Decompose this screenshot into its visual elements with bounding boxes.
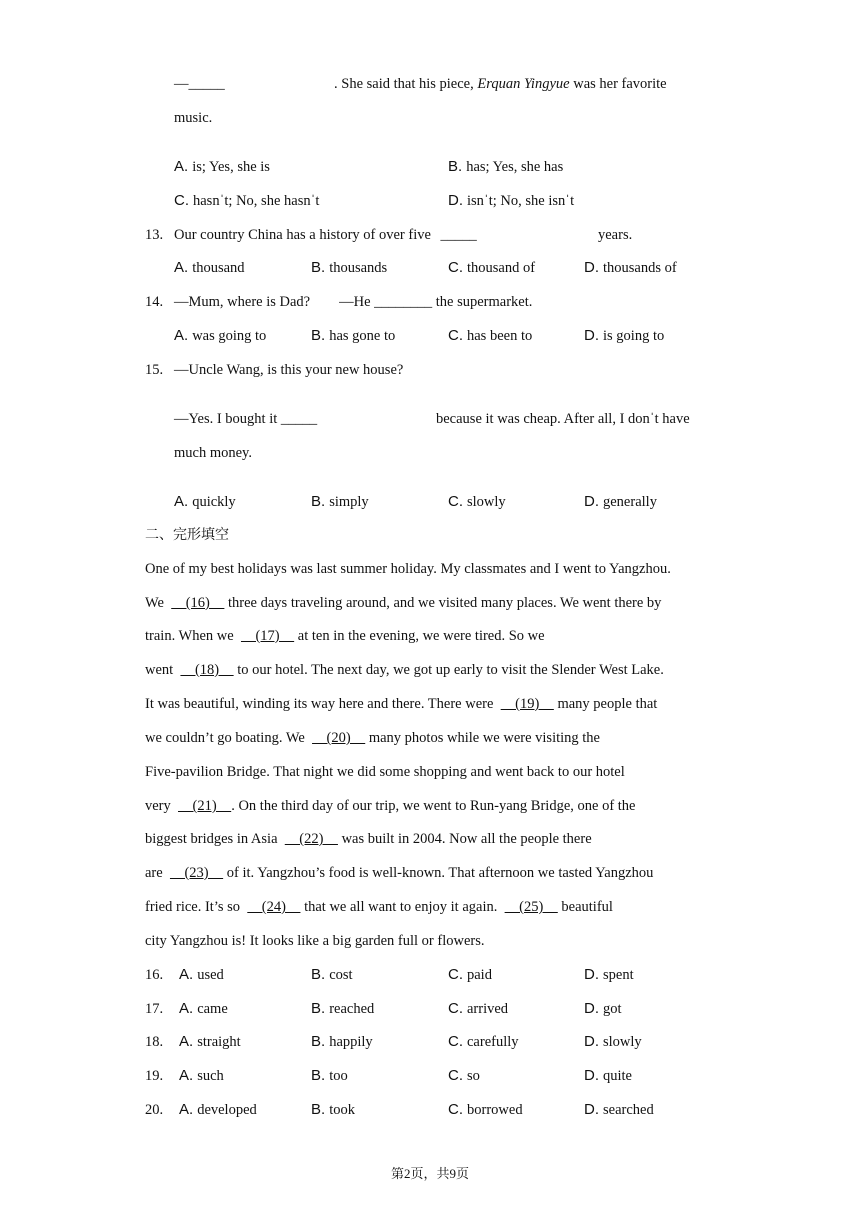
q16-option-c[interactable]: C. paid [448,966,492,983]
blank-23: (23) [169,865,224,881]
q17-option-c[interactable]: C. arrived [448,1000,509,1017]
q19-option-c[interactable]: C. so [448,1067,480,1084]
q15-option-c[interactable]: C. slowly [448,493,506,510]
q12-title-italic: Erquan Yingyue [477,76,570,92]
q20-option-a[interactable]: A. developed [179,1101,257,1118]
blank-22: (22) [284,831,338,847]
q12-option-a[interactable]: A. is; Yes, she is [174,158,270,175]
q16-number: 16. [145,967,164,983]
q16-option-d[interactable]: D. spent [584,966,634,983]
q13-blank: _____ [440,227,477,243]
q20-option-c[interactable]: C. borrowed [448,1101,523,1118]
blank-16: (16) [171,595,225,611]
q18-option-b[interactable]: B. happily [311,1033,373,1050]
q16-option-a[interactable]: A. used [179,966,224,983]
q15-stem-line2: —Yes. I bought it _____ [174,411,318,427]
q13-stem: Our country China has a history of over five _____ [174,227,477,243]
q17-option-a[interactable]: A. came [179,1000,228,1017]
q16-option-b[interactable]: B. cost [311,966,353,983]
page-footer: 第2页，共9页 [390,1166,469,1181]
q19-option-b[interactable]: B. too [311,1067,348,1084]
q15-number: 15. [145,362,164,378]
blank-17: (17) [240,628,295,644]
passage-line-8: very (21) . On the third day of our trip, we went to Run-yang Bridge, one of the [145,798,636,814]
passage-line-2: We (16) three days traveling around, and we visited many places. We went there by [145,595,662,611]
q12-stem-line1-rest: . She said that his piece, Erquan Yingyue was her favorite [334,76,667,92]
q12-stem-line1 [174,75,225,93]
blank-20: (20) [312,730,366,746]
q18-option-d[interactable]: D. slowly [584,1033,642,1050]
q18-number: 18. [145,1034,164,1050]
passage-line-5: It was beautiful, winding its way here and there. There were (19) many people that [145,696,658,712]
passage-line-9: biggest bridges in Asia (22) was built in 2004. Now all the people there [145,831,592,847]
blank-24: (24) [247,899,301,915]
passage-line-3: train. When we (17) at ten in the evening, we were tired. So we [145,628,545,644]
q15-option-d[interactable]: D. generally [584,493,657,510]
q15-option-a[interactable]: A. quickly [174,493,236,510]
q18-option-a[interactable]: A. straight [179,1033,241,1050]
q17-option-b[interactable]: B. reached [311,1000,375,1017]
q13-option-c[interactable]: C. thousand of [448,259,536,276]
q14-number: 14. [145,294,164,310]
passage-line-11: fried rice. It’s so (24) that we all want to enjoy it again. (25) beautiful [145,899,613,915]
blank-19: (19) [500,696,554,712]
passage-line-1: One of my best holidays was last summer holiday. My classmates and I went to Yangzhou. [145,561,671,577]
q12-blank: —_____ [174,76,225,92]
q20-option-d[interactable]: D. searched [584,1101,654,1118]
q13-stem-end: years. [598,227,633,243]
q15-stem-line2-rest: because it was cheap. After all, I donˈt have [436,411,690,427]
q15-stem-line1: —Uncle Wang, is this your new house? [174,362,404,378]
q14-option-a[interactable]: A. was going to [174,327,267,344]
q20-option-b[interactable]: B. took [311,1101,355,1118]
q20-number: 20. [145,1102,164,1118]
q13-option-b[interactable]: B. thousands [311,259,388,276]
q17-number: 17. [145,1001,164,1017]
q12-option-d[interactable]: D. isnˈt; No, she isnˈt [448,192,575,209]
q14-option-c[interactable]: C. has been to [448,327,533,344]
section-heading-cloze: 二、完形填空 [145,527,229,543]
q13-option-a[interactable]: A. thousand [174,259,245,276]
passage-line-6: we couldn’t go boating. We (20) many photos while we were visiting the [145,730,600,746]
passage-line-10: are (23) of it. Yangzhou’s food is well-known. That afternoon we tasted Yangzhou [145,865,654,881]
blank-18: (18) [180,662,234,678]
q12-option-b[interactable]: B. has; Yes, she has [448,158,564,175]
blank-25: (25) [504,899,558,915]
q17-option-d[interactable]: D. got [584,1000,622,1017]
q19-option-d[interactable]: D. quite [584,1067,632,1084]
q12-option-c[interactable]: C. hasnˈt; No, she hasnˈt [174,192,320,209]
q13-number: 13. [145,227,164,243]
q18-option-c[interactable]: C. carefully [448,1033,519,1050]
q12-stem-line2: music. [174,110,213,126]
q15-stem-line3: much money. [174,445,252,461]
passage-line-12: city Yangzhou is! It looks like a big garden full or flowers. [145,933,485,949]
q14-option-d[interactable]: D. is going to [584,327,665,344]
passage-line-7: Five-pavilion Bridge. That night we did some shopping and went back to our hotel [145,764,625,780]
blank-21: (21) [178,798,232,814]
q19-option-a[interactable]: A. such [179,1067,224,1084]
q13-option-d[interactable]: D. thousands of [584,259,677,276]
q14-option-b[interactable]: B. has gone to [311,327,396,344]
passage-line-4: went (18) to our hotel. The next day, we got up early to visit the Slender West Lake. [145,662,664,678]
q14-stem: —Mum, where is Dad? —He ________ the supermarket. [174,294,533,310]
q15-option-b[interactable]: B. simply [311,493,369,510]
q19-number: 19. [145,1068,164,1084]
